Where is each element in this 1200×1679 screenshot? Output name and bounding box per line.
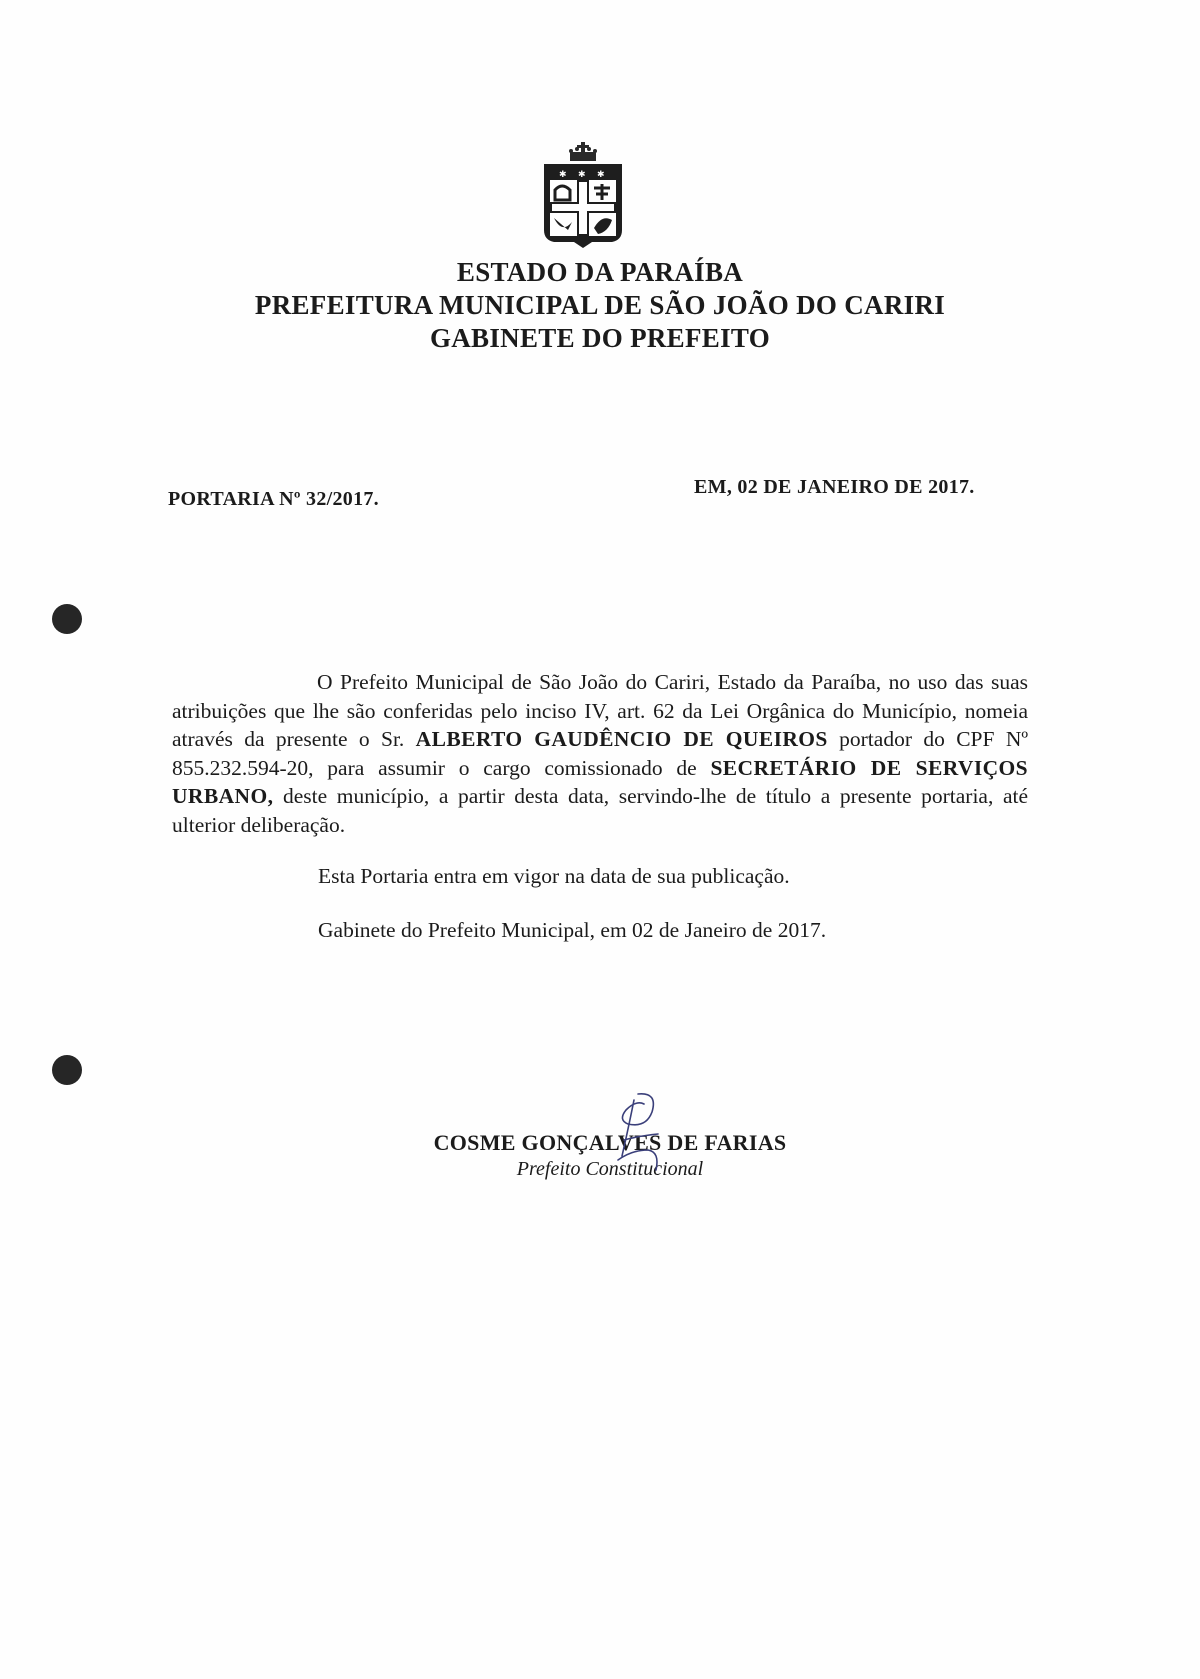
svg-text:✱: ✱ bbox=[597, 170, 605, 180]
svg-text:✱: ✱ bbox=[578, 170, 586, 180]
portaria-number: PORTARIA Nº 32/2017. bbox=[168, 488, 379, 510]
punch-hole bbox=[52, 1055, 82, 1085]
header-state: ESTADO DA PARAÍBA bbox=[456, 257, 744, 287]
header-office: GABINETE DO PREFEITO bbox=[429, 323, 771, 353]
svg-text:✱: ✱ bbox=[559, 170, 567, 180]
effective-date-paragraph: Esta Portaria entra em vigor na data de sua publicação. bbox=[318, 864, 790, 888]
portaria-date: EM, 02 DE JANEIRO DE 2017. bbox=[694, 476, 975, 498]
signature-block bbox=[380, 1130, 840, 1181]
signer-title: Prefeito Constitucional bbox=[516, 1158, 704, 1180]
header-municipality: PREFEITURA MUNICIPAL DE SÃO JOÃO DO CARIRI bbox=[254, 290, 946, 320]
punch-hole bbox=[52, 604, 82, 634]
municipal-coat-of-arms-icon bbox=[538, 138, 628, 250]
main-paragraph-intro: O Prefeito Municipal de São João do Cariri, Estado da Paraíba, no uso das suas atribuições que lhe são conferidas pelo inciso IV, art. 62 da Lei Orgânica do Município, nomeia através da presente o Sr. bbox=[172, 670, 1028, 751]
document-header bbox=[0, 256, 1200, 355]
issued-at-paragraph: Gabinete do Prefeito Municipal, em 02 de Janeiro de 2017. bbox=[318, 918, 827, 942]
appointee-name: ALBERTO GAUDÊNCIO DE QUEIROS bbox=[415, 727, 828, 751]
main-paragraph-cpf: portador do CPF Nº 855.232.594-20, para assumir o cargo comissionado de bbox=[172, 727, 1029, 780]
signer-name: COSME GONÇALVES DE FARIAS bbox=[433, 1130, 787, 1155]
main-paragraph-closing: deste município, a partir desta data, servindo-lhe de título a presente portaria, até ulterior deliberação. bbox=[172, 784, 1028, 837]
main-paragraph bbox=[172, 668, 1028, 839]
appointed-position: SECRETÁRIO DE SERVIÇOS URBANO, bbox=[172, 755, 1028, 808]
